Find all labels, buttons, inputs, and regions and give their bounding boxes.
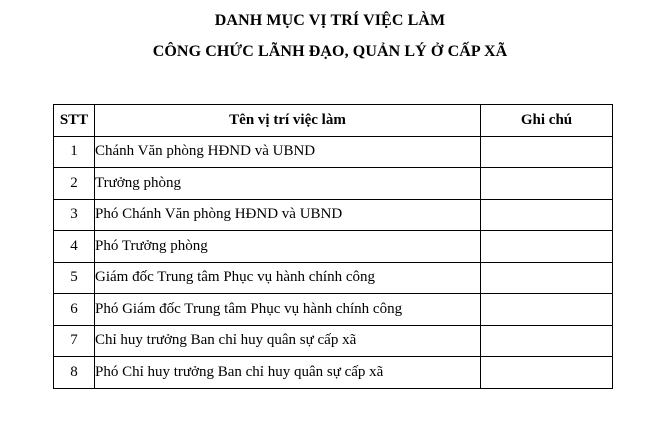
row-position-name: Phó Chánh Văn phòng HĐND và UBND	[95, 199, 481, 231]
table-row	[54, 294, 613, 326]
row-position-name: Phó Chỉ huy trưởng Ban chỉ huy quân sự cấp xã	[95, 357, 481, 389]
row-note	[481, 294, 613, 326]
row-note	[481, 262, 613, 294]
row-stt: 6	[54, 294, 95, 326]
row-note	[481, 168, 613, 200]
header-position-name: Tên vị trí việc làm	[95, 105, 481, 137]
row-note	[481, 136, 613, 168]
row-stt: 4	[54, 231, 95, 263]
document-subtitle: CÔNG CHỨC LÃNH ĐẠO, QUẢN LÝ Ở CẤP XÃ	[152, 43, 508, 60]
row-stt: 8	[54, 357, 95, 389]
row-position-name: Phó Giám đốc Trung tâm Phục vụ hành chính công	[95, 294, 481, 326]
table-row	[54, 136, 613, 168]
row-note	[481, 325, 613, 357]
row-position-name: Chỉ huy trưởng Ban chỉ huy quân sự cấp xã	[95, 325, 481, 357]
row-stt: 2	[54, 168, 95, 200]
table-row	[54, 325, 613, 357]
document-title: DANH MỤC VỊ TRÍ VIỆC LÀM	[214, 12, 446, 29]
row-note	[481, 199, 613, 231]
row-stt: 3	[54, 199, 95, 231]
table-row	[54, 168, 613, 200]
row-position-name: Trưởng phòng	[95, 168, 481, 200]
table-row	[54, 357, 613, 389]
table-row	[54, 231, 613, 263]
row-stt: 5	[54, 262, 95, 294]
job-positions-table	[53, 104, 613, 389]
table-row	[54, 262, 613, 294]
row-position-name: Phó Trưởng phòng	[95, 231, 481, 263]
table-header-row	[54, 105, 613, 137]
row-stt: 1	[54, 136, 95, 168]
row-stt: 7	[54, 325, 95, 357]
header-stt: STT	[54, 105, 95, 137]
row-position-name: Chánh Văn phòng HĐND và UBND	[95, 136, 481, 168]
row-note	[481, 357, 613, 389]
row-note	[481, 231, 613, 263]
header-note: Ghi chú	[481, 105, 613, 137]
row-position-name: Giám đốc Trung tâm Phục vụ hành chính công	[95, 262, 481, 294]
table-row	[54, 199, 613, 231]
